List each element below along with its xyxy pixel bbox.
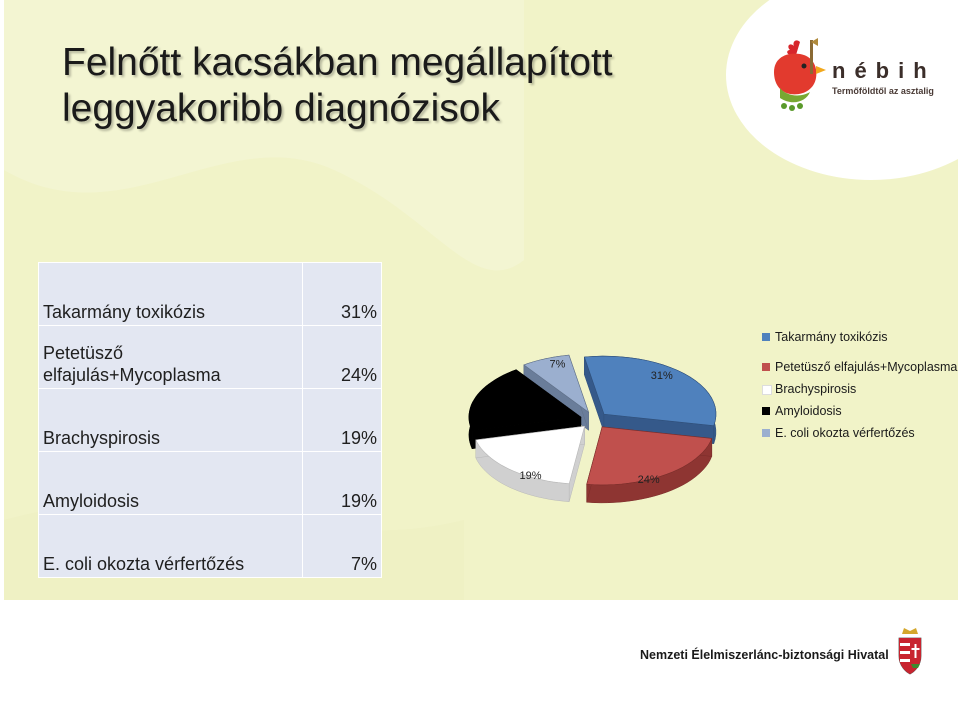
legend-swatch: [762, 407, 770, 415]
pie-data-label: 24%: [637, 473, 660, 486]
pie-data-label: 31%: [650, 370, 673, 382]
row-label: Takarmány toxikózis: [39, 263, 303, 326]
pie-chart: [444, 330, 744, 530]
legend-swatch: [762, 363, 770, 371]
table-row: [39, 389, 382, 452]
legend-item: [762, 330, 958, 345]
legend-swatch: [762, 429, 770, 437]
logo-tagline: Termőföldtől az asztalig: [832, 86, 934, 96]
table-row: [39, 326, 382, 389]
footer-agency-name: Nemzeti Élelmiszerlánc-biztonsági Hivatal: [640, 648, 889, 662]
row-value: 19%: [302, 452, 381, 515]
row-label: Brachyspirosis: [39, 389, 303, 452]
table-row: [39, 263, 382, 326]
legend-item: [762, 382, 958, 397]
coat-of-arms-icon: [896, 626, 924, 676]
legend-item: [762, 360, 958, 375]
table-row: [39, 515, 382, 578]
page-title: Felnőtt kacsákban megállapított leggyakoribb diagnózisok: [62, 41, 613, 130]
row-value: 7%: [302, 515, 381, 578]
pie-slice: [587, 427, 712, 503]
chart-legend: [762, 330, 958, 441]
table-row: [39, 452, 382, 515]
legend-label: E. coli okozta vérfertőzés: [775, 426, 915, 440]
row-value: 19%: [302, 389, 381, 452]
legend-label: Amyloidosis: [775, 404, 842, 418]
pie-data-label: 7%: [549, 358, 566, 371]
legend-label: Brachyspirosis: [775, 382, 857, 396]
rooster-icon: [766, 36, 830, 116]
pie-slice: [476, 426, 585, 501]
row-label: Petetüsző elfajulás+Mycoplasma: [39, 326, 303, 389]
legend-swatch: [762, 385, 772, 395]
row-value: 24%: [302, 326, 381, 389]
pie-data-label: 19%: [519, 470, 542, 483]
legend-label: Petetüsző elfajulás+Mycoplasma: [775, 360, 958, 374]
logo-name: nébih: [832, 58, 936, 83]
legend-item: [762, 426, 958, 441]
slide: [4, 0, 958, 714]
row-label: E. coli okozta vérfertőzés: [39, 515, 303, 578]
legend-item: [762, 404, 958, 419]
legend-swatch: [762, 333, 770, 341]
row-value: 31%: [302, 263, 381, 326]
nebih-logo: [766, 36, 956, 136]
row-label: Amyloidosis: [39, 452, 303, 515]
legend-label: Takarmány toxikózis: [775, 330, 888, 344]
diagnosis-table: [38, 262, 382, 578]
